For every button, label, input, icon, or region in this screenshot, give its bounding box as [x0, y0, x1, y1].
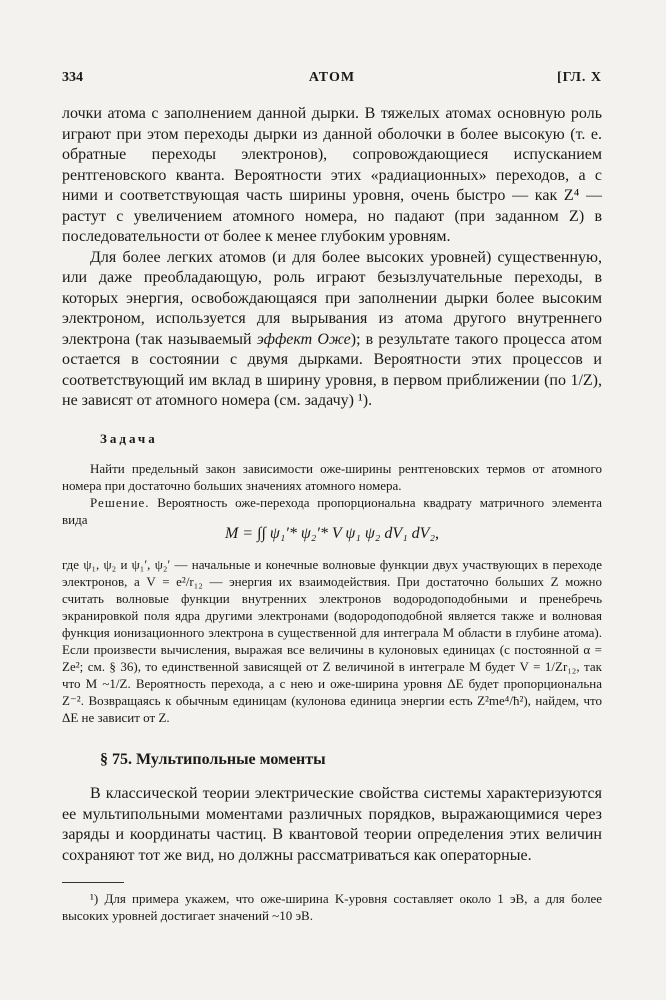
body-text: [62, 104, 602, 412]
running-header: [62, 70, 602, 90]
matrix-element-formula: M = ∫∫ ψ₁′* ψ₂′* V ψ₁ ψ₂ dV₁ dV₂,: [224, 525, 440, 542]
paragraph-2-start: Для более легких атомов (и для более высоких уровней) существенную, или даже преобладающую, роль играют безызлучательные переходы, в которых энергия, освобождающаяся при заполнении дырки более высоким электроном, используется для вырывания из атома другого внутреннего электрона (так называемый: [62, 248, 602, 348]
paragraph-2: [62, 248, 602, 412]
auger-effect-term: эффект Оже: [256, 330, 351, 348]
running-title: АТОМ: [308, 70, 356, 85]
section-body: [62, 784, 602, 866]
solution-intro-paragraph: [62, 494, 602, 528]
section-title: § 75. Мультипольные моменты: [100, 751, 326, 768]
paragraph-2-end: ); в результате такого процесса атом остается в состоянии с двумя дырками. Вероятности этих процессов и соответствующий им вклад в ширину уровня, в первом приближении (по 1/Z), не зависят от атомного номера (см. задачу) ¹).: [62, 330, 603, 409]
problem-block: [62, 460, 602, 528]
solution-label: Решение.: [90, 495, 150, 510]
solution-text: где ψ₁, ψ₂ и ψ₁′, ψ₂′ — начальные и конечные волновые функции двух участвующих в переходе электронов, а V = e²/r₁₂ — энергия их взаимодействия. При достаточно больших Z можно считать волновые функции внутренних электронов водородоподобными и пренебречь экранировкой поля ядра другими электронами (водородоподобной является также и волновая функция ионизационного электрона в существенной для интеграла M области в глубине атома). Если произвести вычисления, выражая все величины в кулоновых единицах (с постоянной α = Ze²; см. § 36), то единственной зависящей от Z величиной в интеграле M будет V = 1/Zr₁₂, так что M ~1/Z. Вероятность перехода, а с нею и оже-ширина уровня ΔE будет пропорциональна Z⁻². Возвращаясь к обычным единицам (кулонова единица энергии есть Z²me⁴/ħ²), найдем, что ΔE не зависит от Z.: [62, 557, 602, 725]
problem-heading: Задача: [100, 431, 158, 446]
footnote: ¹) Для примера укажем, что оже-ширина K-уровня составляет около 1 эВ, а для более высоких уровней достигает значений ~10 эВ.: [62, 891, 602, 923]
solution-body: [62, 556, 602, 726]
solution-intro: Вероятность оже-перехода пропорциональна квадрату матричного элемента вида: [62, 495, 602, 527]
footnote-divider: [62, 882, 124, 883]
chapter-label: [ГЛ. X: [557, 70, 602, 85]
page-number: 334: [62, 70, 83, 85]
problem-statement: Найти предельный закон зависимости оже-ширины рентгеновских термов от атомного номера при достаточно больших значениях атомного номера.: [62, 461, 602, 493]
paragraph-1: лочки атома с заполнением данной дырки. В тяжелых атомах основную роль играют при этом переходы дырки из данной оболочки в более высокую (т. е. обратные переходы электронов), сопровождающиеся испусканием рентгеновского кванта. Вероятности этих «радиационных» переходов, а с ними и соответствующая часть ширины уровня, очень быстро — как Z⁴ — растут с увеличением атомного номера, но падают (при заданном Z) в последовательности от более к менее глубоким уровням.: [62, 105, 602, 245]
section-paragraph: В классической теории электрические свойства системы характеризуются ее мультипольными моментами различных порядков, выражающимися через заряды и координаты частиц. В квантовой теории определения этих величин сохраняют тот же вид, но должны рассматриваться как операторные.: [62, 785, 602, 864]
